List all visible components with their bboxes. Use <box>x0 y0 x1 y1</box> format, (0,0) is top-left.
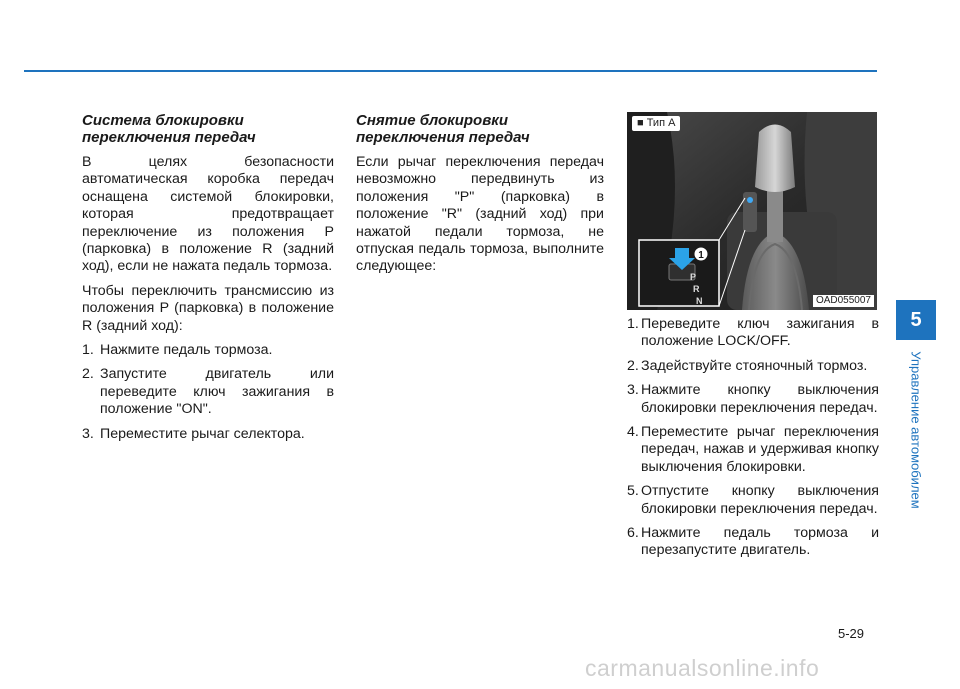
section-release-steps <box>627 316 879 567</box>
step-text: Отпустите кнопку выключения блокировки переключения передач. <box>641 483 879 517</box>
step-text: Задействуйте стояночный тормоз. <box>641 357 868 374</box>
list-item <box>627 316 879 351</box>
top-rule <box>24 70 877 72</box>
step-text: Нажмите педаль тормоза. <box>100 342 273 359</box>
list-item <box>627 382 879 417</box>
list-item <box>627 483 879 518</box>
step-number: 4. <box>627 424 639 441</box>
figure-code: OAD055007 <box>813 295 874 307</box>
section-heading: Снятие блокировки переключения передач <box>356 112 530 146</box>
list-item <box>82 366 334 418</box>
gear-letter: P <box>690 272 697 282</box>
step-text: Переместите рычаг переключения передач, нажав и удерживая кнопку выключения блокировки. <box>641 424 879 475</box>
step-text: Переведите ключ зажигания в положение LOCK/OFF. <box>641 316 879 350</box>
gear-shift-illustration <box>627 112 877 310</box>
gear-letter: R <box>693 284 700 294</box>
page-number: 5-29 <box>838 626 865 641</box>
step-text: Нажмите педаль тормоза и перезапустите двигатель. <box>641 525 879 559</box>
section-shift-lock-release <box>356 112 604 283</box>
list-item <box>627 424 879 476</box>
step-text: Переместите рычаг селектора. <box>100 425 305 442</box>
steps-list <box>627 316 879 560</box>
step-number: 3. <box>627 382 639 399</box>
paragraph: В целях безопасности автоматическая коробка передач оснащена системой блокировки, которая предотвращает переключение из положения P (парковка) в положение R (задний ход), если не нажата педаль тормоза. <box>82 154 334 275</box>
section-shift-lock-system <box>82 112 334 450</box>
paragraph: Если рычаг переключения передач невозможно передвинуть из положения "P" (парковка) в положение "R" (задний ход) при нажатой педали тормоза, не отпуская педаль тормоза, выполните следующее: <box>356 154 604 275</box>
step-number: 2. <box>627 357 639 374</box>
step-number: 5. <box>627 483 639 500</box>
gear-letter: N <box>696 296 703 306</box>
step-number: 1. <box>627 316 639 332</box>
figure-type-tag: ■ Тип A <box>632 116 680 131</box>
step-text: Нажмите кнопку выключения блокировки переключения передач. <box>641 382 879 416</box>
chapter-label: Управление автомобилем <box>908 351 924 509</box>
list-item <box>82 426 334 443</box>
gear-shift-photo <box>627 112 877 310</box>
step-number: 6. <box>627 525 639 542</box>
step-number: 2. <box>82 366 94 383</box>
paragraph: Чтобы переключить трансмиссию из положения P (парковка) в положение R (задний ход): <box>82 282 334 334</box>
watermark: carmanualsonline.info <box>585 655 820 681</box>
steps-list <box>82 342 334 443</box>
list-item <box>627 525 879 560</box>
chapter-tab: 5 <box>896 300 936 340</box>
step-number: 1. <box>82 342 94 359</box>
step-text: Запустите двигатель или переведите ключ зажигания в положение "ON". <box>100 366 334 418</box>
list-item <box>82 342 334 359</box>
section-heading: Система блокировки переключения передач <box>82 112 256 146</box>
list-item <box>627 358 879 375</box>
step-number: 3. <box>82 425 94 442</box>
callout-number: 1 <box>698 250 704 261</box>
